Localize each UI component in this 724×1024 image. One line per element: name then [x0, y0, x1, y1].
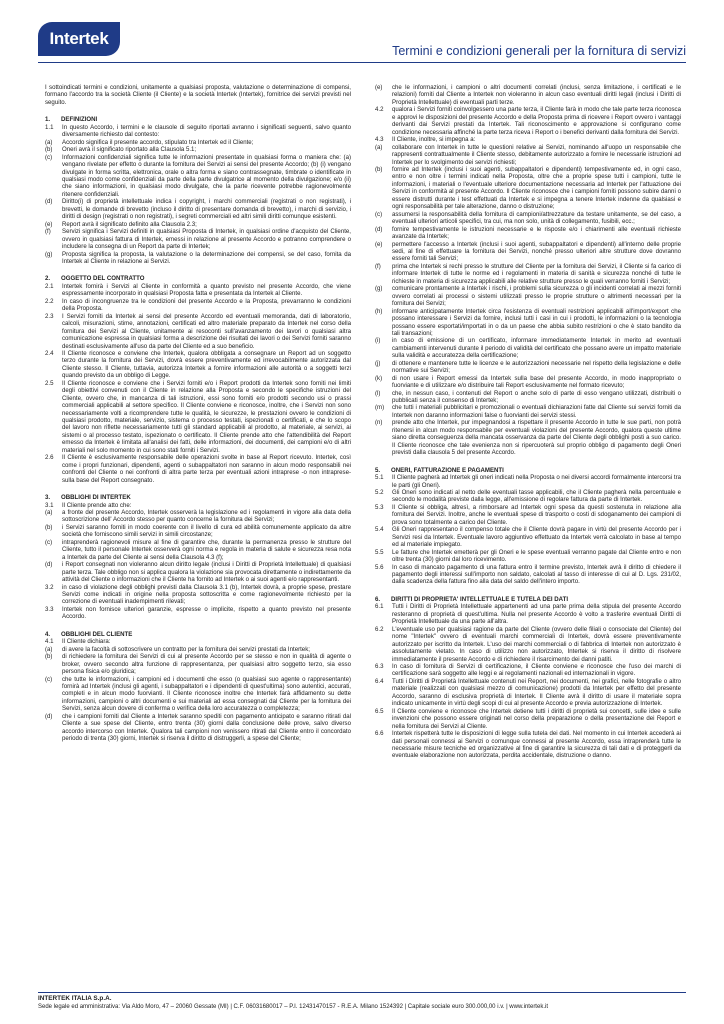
clause-text: collaborare con Intertek in tutte le questioni relative ai Servizi, nominando all'uopo un responsabile che rappresenti contrattualmente il Cliente stesso, debitamente autorizzato a fornire le necessarie istruzioni ad Intertek per lo svolgimento dei servizi richiesti; — [392, 143, 681, 166]
clause — [375, 526, 681, 548]
clause-number: (d) — [45, 712, 53, 720]
clause-text: Il Cliente riconosce e conviene che Intertek, qualora obbligata a consegnare un Report ad un soggetto terzo durante la fornitura dei Servizi, dovrà essere preventivamente ed irrevocabilmente autorizzata dal Cliente stesso. Il Cliente, tuttavia, autorizza Intertek a fornire informazioni alle autorità o a soggetti terzi quando previsto da un obbligo di Legge. — [62, 349, 351, 380]
clause-text: i Report consegnati non violeranno alcun diritto legale (inclusi i Diritti di Proprietà Intellettuale) di qualsiasi parte terza. Tale obbligo non si applica qualora la violazione sia provocata direttamente o indirettamente da attività del Cliente o informazioni che il Cliente ha fornito ad Intertek o ai suoi agenti e/o rappresentanti. — [62, 561, 351, 584]
clause — [375, 263, 681, 285]
clause-text: Il Cliente dichiara: — [62, 638, 111, 646]
clause-number: (c) — [45, 675, 53, 683]
clause — [45, 539, 351, 561]
clause-text: che tutte le informazioni, i campioni ed i documenti che esso (o qualsiasi suo agente o rappresentante) fornirà ad Intertek (inclusi gli agenti, i subappaltatori e i dipendenti di quest'ultima) sono autentici, accurati, completi e in alcun modo fuorvianti. Il Cliente riconosce inoltre che Intertek farà affidamento su dette informazioni, campioni o altri documenti e sui materiali ad essa consegnati dal Cliente per la fornitura dei Servizi, senza alcun dovere di conferma o verifica della loro accuratezza o completezza; — [62, 675, 351, 713]
clause-number: 6.2 — [375, 625, 384, 633]
clause — [45, 584, 351, 606]
section-number: 2. — [45, 275, 51, 283]
clause-text: intraprenderà ragionevoli misure al fine di garantire che, durante la permanenza presso le strutture del Cliente, tutto il personale Intertek osserverà ogni norma e regola in materia di salute e sicurezza resa nota a Intertek da parte del Cliente ai sensi della Clausola 4.3 (f); — [62, 538, 351, 561]
clause — [45, 524, 351, 539]
footer-divider — [38, 992, 686, 993]
clause — [45, 154, 351, 199]
clause-number: (b) — [45, 653, 53, 661]
clause-number: 4.3 — [375, 136, 384, 144]
clause-text: Intertek non fornisce ulteriori garanzie, espresse o implicite, rispetto a quanto previsto nel presente Accordo. — [62, 605, 351, 621]
section-number: 6. — [375, 595, 381, 603]
clause-text: L'eventuale uso per qualsiasi ragione da parte del Cliente (ovvero delle filiali o consociate del Cliente) del nome "Intertek" ovvero di eventuali marchi commerciali di Intertek, dovrà essere preventivamente autorizzato per iscritto da Intertek. L'uso dei marchi commerciali o di fabbrica di Intertek non autorizzato è assolutamente vietato. In caso di utilizzo non autorizzato, Intertek si riserva il diritto di risolvere immediatamente il presente Accordo e di richiedere il risarcimento dei danni patiti. — [392, 625, 681, 663]
clause — [375, 285, 681, 307]
clause — [375, 419, 681, 456]
clause-text: che tutti i materiali pubblicitari e promozionali o eventuali dichiarazioni fatte dal Cliente sui servizi forniti da Intertek non daranno informazioni false o fuorvianti dei servizi stessi. — [392, 404, 681, 419]
clause — [45, 139, 351, 146]
section-number: 1. — [45, 116, 51, 124]
clause — [45, 221, 351, 228]
clause-number: (a) — [375, 143, 383, 151]
clause — [45, 380, 351, 455]
clause-text: Oneri avrà il significato riportato alla Clausola 5.1; — [62, 146, 197, 154]
clause — [45, 646, 351, 653]
clause-number: (g) — [375, 285, 383, 293]
clause — [375, 390, 681, 405]
clause — [45, 638, 351, 645]
clause-text: fornire tempestivamente le istruzioni necessarie e le risposte e/o i chiarimenti alle eventuali richieste avanzate da Intertek; — [392, 225, 681, 241]
clause — [375, 360, 681, 375]
clause-number: 5.2 — [375, 489, 384, 497]
clause — [45, 606, 351, 621]
clause-number: (i) — [375, 337, 381, 345]
clause-text: Il Cliente è esclusivamente responsabile delle operazioni svolte in base al Report ricevuto. Intertek, così come i propri funzionari, dipendenti, agenti o subappaltatori non saranno in alcun modo responsabili nei confronti del Cliente o nei confronti di altra parte terza per eventuali azioni intraprese -o non intraprese- sulla base del Report consegnato. — [62, 454, 351, 484]
clause-number: (c) — [375, 210, 383, 218]
clause-number: 1.1 — [45, 123, 54, 131]
section-heading — [375, 596, 681, 603]
intro-paragraph: I sottoindicati termini e condizioni, unitamente a qualsiasi proposta, valutazione o determinazione di compensi, formano l'accordo tra la società Cliente (il Cliente) e la società Intertek (Intertek), fornitrice dei servizi previsti nel seguito. — [45, 84, 351, 106]
clause-number: (e) — [45, 220, 53, 228]
clause-number: (f) — [45, 228, 51, 236]
section-heading — [45, 116, 351, 123]
intertek-logo: Intertek — [38, 22, 120, 56]
clause — [375, 708, 681, 730]
clause-number: (e) — [375, 240, 383, 248]
clause-number: 5.4 — [375, 526, 384, 534]
clause-text: i Servizi saranno forniti in modo coerente con il livello di cura ed abilità comunemente applicato da altre società che forniscono simili servizi in simili circostanze; — [62, 523, 351, 539]
clause — [375, 166, 681, 211]
clause-number: 6.1 — [375, 603, 384, 611]
clause-number: (d) — [45, 198, 53, 206]
clause-text: prima che Intertek si rechi presso le strutture del Cliente per la fornitura dei Servizi, il Cliente si fa carico di informare Intertek di tutte le norme ed i regolamenti in materia di sanità e sicurezza nonché di tutte le richieste in materia di sicurezza applicabili alle relative strutture presso le quali verranno forniti i Servizi; — [392, 262, 681, 285]
clause — [375, 489, 681, 504]
clause-number: 5.5 — [375, 548, 384, 556]
clause-number: 6.6 — [375, 730, 384, 738]
clause-number: 3.2 — [45, 583, 54, 591]
clause — [45, 502, 351, 509]
clause-text: Tutti i Diritti di Proprietà Intellettuale contenuti nei Report, nei documenti, nei grafici, nelle fotografie o altro materiale (realizzati con qualsiasi mezzo di comunicazione) prodotti da Intertek per effetto del presente Accordo, saranno di esclusiva proprietà di Intertek. Il Cliente avrà il diritto di usare il materiale sopra indicato unicamente in virtù degli scopi di cui al presente Accordo e previa autorizzazione di Intertek. — [392, 677, 681, 708]
clause — [375, 106, 681, 136]
clause-text: Servizi significa i Servizi definiti in qualsiasi Proposta di Intertek, in qualsiasi ordine d'acquisto del Cliente, ovvero in qualsiasi fattura di Intertek, emessi in relazione al presente Accordo e potranno comprendere o includere la consegna di un Report da parte di Intertek; — [62, 228, 351, 251]
clause — [45, 283, 351, 298]
clause-number: 2.2 — [45, 297, 54, 305]
clause-text: a fronte del presente Accordo, Intertek osserverà la legislazione ed i regolamenti in vigore alla data della sottoscrizione dell' Accordo stesso per quanto concerne la fornitura dei Servizi; — [62, 509, 351, 524]
clause-text: informare anticipatamente Intertek circa l'esistenza di eventuali restrizioni applicabili all'import/export che possano interessare i Servizi da fornire, inclusi tutti i casi in cui i prodotti, le informazioni o la tecnologia possano essere esportati/importati in o da un paese che abbia subito restrizioni o che è stato bandito da tali transazioni; — [392, 307, 681, 337]
clause — [375, 226, 681, 241]
clause-number: (a) — [45, 509, 53, 517]
clause-text: Il Cliente, inoltre, si impegna a: — [392, 136, 476, 144]
clause — [375, 474, 681, 489]
clause — [45, 350, 351, 380]
clause-text: In questo Accordo, i termini e le clausole di seguito riportati avranno i significati seguenti, salvo quanto diversamente richiesto dal contesto: — [62, 123, 351, 139]
clause-number: (d) — [375, 225, 383, 233]
clause-number: (b) — [375, 165, 383, 173]
clause-text: Informazioni confidenziali significa tutte le informazioni presentate in qualsiasi forma o maniera che: (a) vengano rivelate per effetto o durante la fornitura dei Servizi ai sensi del presente Accordo; (b) (i) vengano divulgate in forma scritta, elettronica, orale o altra forma e siano contrassegnate, timbrate o identificate in qualsiasi modo come confidenziali da parte della parte divulgatrice al momento della divulgazione; e/o (ii) che siano informazioni, in qualsiasi modo divulgate, che la parte ricevente potrebbe ragionevolmente ritenere confidenziali. — [62, 153, 351, 198]
clause-text: che, in nessun caso, i contenuti del Report o anche solo di parte di esso vengano utilizzati, distribuiti o pubblicati senza il consenso di Intertek; — [392, 389, 681, 405]
clause — [375, 211, 681, 226]
clause — [375, 626, 681, 663]
section-title: ONERI, FATTURAZIONE E PAGAMENTI — [391, 466, 504, 474]
clause-text: Intertek rispetterà tutte le disposizioni di legge sulla tutela dei dati. Nel momento in cui Intertek accederà ai dati personali connessi ai Servizi o comunque connessi al presente Accordo, essa intraprenderà tutte le necessarie misure tecniche ed organizzative al fine di garantire la sicurezza di tali dati e di proteggerli da eventuale elaborazione non autorizzata, perdita accidentale, distruzione o danno. — [392, 730, 681, 760]
clause — [375, 603, 681, 625]
section-title: DEFINIZIONI — [61, 116, 98, 124]
clause — [45, 676, 351, 713]
clause — [375, 404, 681, 419]
clause-text: Diritto(i) di proprietà intellettuale indica i copyright, i marchi commerciali (registrati o non registrati), i brevetti, le domande di brevetto (incluso il diritto di presentare domanda di brevetto), i marchi di servizio, i diritti di design (registrati o non registrati), i segreti commerciali ed altri simili diritti comunque esistenti. — [62, 198, 351, 221]
clause-number: (f) — [375, 262, 381, 270]
clause-text: comunicare prontamente a Intertek i rischi, i problemi sulla sicurezza o gli incidenti correlati ai mezzi forniti ovvero correlati ai processi o sistemi utilizzati presso le proprie strutture o altrimenti necessari per la fornitura dei Servizi; — [392, 285, 681, 308]
clause — [45, 251, 351, 266]
clause — [375, 663, 681, 678]
clause-number: (j) — [375, 359, 381, 367]
page-footer — [38, 992, 686, 1011]
document-title: Termini e condizioni generali per la fornitura di servizi — [392, 44, 686, 58]
section-heading — [45, 631, 351, 638]
clause-text: Il Cliente pagherà ad Intertek gli oneri indicati nella Proposta o nei diversi accordi formalmente intercorsi tra le parti (gli Oneri). — [392, 474, 681, 489]
clause-text: di ottenere e mantenere tutte le licenze e le autorizzazioni necessarie nel rispetto della legislazione e delle normative sui Servizi; — [392, 359, 681, 375]
clause — [45, 313, 351, 350]
clause-number: (n) — [375, 419, 383, 427]
clause-number: 3.3 — [45, 605, 54, 613]
clause-text: permettere l'accesso a Intertek (inclusi i suoi agenti, subappaltatori e dipendenti) all'interno delle proprie sedi, al fine di effettuare la fornitura dei Servizi, nonché presso ulteriori altre strutture dove dovranno essere forniti tali Servizi; — [392, 240, 681, 263]
clause-number: 6.4 — [375, 677, 384, 685]
clause — [45, 298, 351, 313]
clause-number: (l) — [375, 389, 381, 397]
left-column — [45, 84, 351, 982]
section-heading — [45, 494, 351, 501]
clause-number: 6.3 — [375, 662, 384, 670]
clause-number: (k) — [375, 374, 383, 382]
terms-body — [45, 84, 681, 982]
clause — [45, 653, 351, 675]
clause-number: 3.1 — [45, 501, 54, 509]
header-divider — [38, 62, 686, 63]
clause — [375, 375, 681, 390]
clause-number: (g) — [45, 250, 53, 258]
clause-text: Proposta significa la proposta, la valutazione o la determinazione dei compensi, se del caso, fornita da Intertek al Cliente in relazione ai Servizi. — [62, 250, 351, 265]
clause-number: (a) — [45, 645, 53, 653]
clause — [375, 337, 681, 359]
clause-number: (c) — [45, 538, 53, 546]
clause — [375, 678, 681, 708]
clause — [45, 146, 351, 153]
section-number: 5. — [375, 466, 381, 474]
clause-text: qualora i Servizi forniti coinvolgessero una parte terza, il Cliente farà in modo che tale parte terza riconosca e approvi le disposizioni del presente Accordo e della Proposta prima di ricevere i Report ovvero i vantaggi derivanti dai Servizi prestati da Intertek. Tali riconoscimento e approvazione si configurano come condizione necessaria affinché la parte terza riceva i Report o i benefici derivanti dalla fornitura dei Servizi. — [392, 106, 681, 136]
clause-number: 2.6 — [45, 454, 54, 462]
clause-number: (a) — [45, 138, 53, 146]
clause-text: che le informazioni, i campioni o altri documenti correlati (inclusi, senza limitazione, i certificati e le relazioni) forniti dal Cliente a Intertek non violeranno in alcun caso eventuali diritti legali (inclusi i Diritti di Proprietà Intellettuale) di eventuali parti terze. — [392, 84, 681, 106]
company-legal-info: Sede legale ed amministrativa: Via Aldo Moro, 47 – 20060 Gessate (MI) | C.F. 06031680017 – P.I. 12431470157 - R.E.A. Milano 1524392 | Capitale sociale euro 300.000,00 i.v. | www.intertek.it — [38, 1004, 548, 1010]
clause-text: di avere la facoltà di sottoscrivere un contratto per la fornitura dei servizi prestati da Intertek; — [62, 645, 310, 653]
clause-text: fornire ad Intertek (inclusi i suoi agenti, subappaltatori e dipendenti) tempestivamente ed, in ogni caso, entro e non oltre i termini indicati nella Proposta, oltre che a proprie spese tutti i campioni, tutte le informazioni, i materiali o l'eventuale ulteriore documentazione necessaria ad Intertek per l'attuazione dei Servizi in conformità al presente Accordo. Il Cliente riconosce che i campioni forniti possono subire danni o essere distrutti durante i test effettuati da Intertek e si impegna a tenere Intertek indenne da qualsiasi e ogni responsabilità per tale alterazione, danno o distruzione; — [392, 165, 681, 211]
clause-text: Tutti i Diritti di Proprietà Intellettuale appartenenti ad una parte prima della stipula del presente Accordo resteranno di proprietà di quest'ultima. Nulla nel presente Accordo è volto a trasferire eventuali Diritti di Proprietà Intellettuale da una parte all'altra. — [392, 603, 681, 626]
section-title: OBBLIGHI DEL CLIENTE — [61, 630, 133, 638]
section-heading — [45, 275, 351, 282]
right-column — [375, 84, 681, 982]
clause-text: di richiedere la fornitura dei Servizi di cui al presente Accordo per se stesso e non in qualità di agente o broker, ovvero secondo altra funzione di rappresentanza, per qualsiasi altro soggetto terzo, sia esso persona fisica e/o giuridica; — [62, 653, 351, 676]
clause-number: 2.1 — [45, 282, 54, 290]
clause — [375, 564, 681, 586]
clause-text: Il Cliente conviene e riconosce che Intertek detiene tutti i diritti di proprietà sui concetti, sulle idee e sulle invenzioni che possono essere originati nel corso della preparazione o della presentazione dei Report e nella fornitura dei Servizi al Cliente. — [392, 707, 681, 730]
clause-number: 6.5 — [375, 707, 384, 715]
clause-text: in caso di violazione degli obblighi previsti dalla Clausola 3.1 (b), Intertek dovrà, a proprie spese, prestare Servizi come indicati in origine nella proposta sottoscritta e come ragionevolmente richiesto per la correzione di eventuali inadempimenti rilevati; — [62, 583, 351, 606]
clause-number: (m) — [375, 404, 385, 412]
clause-text: In caso di fornitura di Servizi di certificazione, il Cliente conviene e riconosce che l'uso dei marchi di certificazione sarà soggetto alle leggi e ai regolamenti nazionali ed internazionali in vigore. — [392, 662, 681, 678]
clause-number: 2.4 — [45, 349, 54, 357]
clause — [375, 504, 681, 526]
clause-number: 5.6 — [375, 563, 384, 571]
clause-number: 2.5 — [45, 379, 54, 387]
clause-number: (c) — [45, 153, 53, 161]
clause-number: 5.3 — [375, 503, 384, 511]
clause — [45, 454, 351, 484]
clause — [45, 713, 351, 743]
company-name: INTERTEK ITALIA S.p.A. — [38, 995, 112, 1002]
clause — [45, 561, 351, 583]
clause-text: di non usare i Report emessi da Intertek sulla base del presente Accordo, in modo inappropriato o fuorviante e di utilizzare e/o distribuire tali Report esclusivamente nel formato ricevuto; — [392, 374, 681, 390]
clause — [375, 136, 681, 143]
clause-number: 2.3 — [45, 312, 54, 320]
page-header — [0, 0, 724, 62]
clause-number: (b) — [45, 523, 53, 531]
clause — [375, 84, 681, 106]
section-number: 3. — [45, 494, 51, 502]
clause-number: (b) — [45, 146, 53, 154]
clause — [45, 124, 351, 139]
clause — [45, 198, 351, 220]
clause-number: (h) — [375, 307, 383, 315]
clause — [375, 730, 681, 760]
clause-number: 4.2 — [375, 106, 384, 114]
clause — [375, 241, 681, 263]
section-title: DIRITTI DI PROPRIETA' INTELLETTUALE E TUTELA DEI DATI — [391, 595, 569, 603]
clause-text: Accordo significa il presente accordo, stipulato tra Intertek ed il Cliente; — [62, 138, 254, 146]
section-title: OGGETTO DEL CONTRATTO — [61, 275, 145, 283]
clause-text: assumersi la responsabilità della fornitura di campioni/attrezzature da testare unitamente, se del caso, a eventuali ulteriori articoli specifici, tra cui, ma non solo, unità di collegamento, fusibili, ecc.; — [392, 210, 681, 226]
clause-text: Il Cliente riconosce e conviene che i Servizi forniti e/o i Report prodotti da Intertek sono forniti nei limiti degli obiettivi convenuti con il Cliente in relazione alla Proposta e secondo le specifiche istruzioni del Cliente, ovvero che, in mancanza di tali istruzioni, essi sono forniti e/o prodotti secondo usi o prassi commerciali applicabili al settore specifico. Il Cliente conviene e riconosce, inoltre, che i Servizi non sono necessariamente volti a ricomprendere tutte le qualità, le sicurezze, le prestazioni ovvero le condizioni di qualsiasi prodotto, materiale, servizio, sistema o processo testati, ispezionati o certificati, e che lo scopo del lavoro non riflette necessariamente tutti gli standard applicabili al prodotto, al materiale, ai servizi, ai sistemi o al processo testato, ispezionato o certificato. Il Cliente prende atto che l'attendibilità del Report emesso da Intertek è limitata all'analisi dei fatti, delle informazioni, dei documenti, dei campioni e/o di altri materiali nel solo momento in cui sono stati forniti i Servizi. — [62, 379, 351, 454]
clause-text: Il Cliente si obbliga, altresì, a rimborsare ad Intertek ogni spesa da questi sostenuta in relazione alla fornitura dei Servizi. Inoltre, anche le eventuali spese di trasporto o costi di sdoganamento dei campioni di prova sono totalmente a carico del Cliente. — [392, 503, 681, 526]
clause-text: Report avrà il significato definito alla Clausola 2.3; — [62, 220, 197, 228]
clause-text: prende atto che Intertek, pur impegnandosi a rispettare il presente Accordo in tutte le sue parti, non potrà ritenersi in alcun modo responsabile per eventuali violazioni del presente Accordo, qualora queste ultime siano diretta conseguenza della mancata osservanza da parte del Cliente degli obblighi posti a suo carico. Il Cliente riconosce che tale evenienza non si ripercuoterà sul proprio obbligo di pagamento degli Oneri previsti dalla clausola 5 del presente Accordo. — [392, 419, 681, 457]
clause — [45, 228, 351, 250]
clause — [375, 144, 681, 166]
clause — [45, 509, 351, 524]
section-number: 4. — [45, 630, 51, 638]
clause-number: (e) — [375, 84, 383, 91]
section-title: OBBLIGHI DI INTERTEK — [61, 494, 131, 502]
clause — [375, 308, 681, 338]
clause-text: Il Cliente prende atto che: — [62, 501, 132, 509]
clause-number: 4.1 — [45, 638, 54, 646]
clause-text: In caso di incongruenze tra le condizioni del presente Accordo e la Proposta, prevarranno le condizioni della Proposta. — [62, 297, 351, 313]
clause-text: Le fatture che Intertek emetterà per gli Oneri e le spese eventuali verranno pagate dal Cliente entro e non oltre trenta (30) giorni dal loro ricevimento. — [392, 548, 681, 564]
clause — [375, 549, 681, 564]
clause-text: Gli Oneri rappresentano il compenso totale che il Cliente dovrà pagare in virtù del presente Accordo per i Servizi resi da Intertek. Eventuale lavoro aggiuntivo effettuato da Intertek verrà calcolato in base al tempo ed al materiale impiegato. — [392, 526, 681, 549]
section-heading — [375, 467, 681, 474]
clause-number: (d) — [45, 561, 53, 569]
clause-number: 5.1 — [375, 474, 384, 482]
clause-text: In caso di mancato pagamento di una fattura entro il termine previsto, Intertek avrà il diritto di chiedere il pagamento degli interessi sull'importo non saldato, calcolati al tasso di interesse di cui al D. Lgs. 231/02, dalla scadenza della fattura fino alla data del saldo dell'intero importo. — [392, 563, 681, 586]
clause-text: in caso di emissione di un certificato, informare immediatamente Intertek in merito ad eventuali cambiamenti intervenuti durante il periodo di validità del certificato che possano avere un impatto materiale sulla validità e accuratezza della certificazione; — [392, 337, 681, 360]
clause-text: Gli Oneri sono indicati al netto delle eventuali tasse applicabili, che il Cliente pagherà nella percentuale e secondo le modalità previste dalla legge, all'emissione di regolare fattura da parte di Intertek. — [392, 489, 681, 504]
clause-text: che i campioni forniti dal Cliente a Intertek saranno spediti con pagamento anticipato e saranno ritirati dal Cliente a sue spese del Cliente, entro trenta (30) giorni dalla conclusione delle prove, salvo diverso accordo intercorso con Intertek. Qualora tali campioni non venissero ritirati dal Cliente entro il concordato periodo di trenta (30) giorni, Intertek si riserva il diritto di distruggerli, a spese del Cliente; — [62, 712, 351, 743]
clause-text: Intertek fornirà i Servizi al Cliente in conformità a quanto previsto nel presente Accordo, che viene espressamente incorporato in qualsiasi Proposta fatta e presentata da Intertek al Cliente. — [62, 282, 351, 298]
clause-text: I Servizi forniti da Intertek ai sensi del presente Accordo ed eventuali memoranda, dati di laboratorio, calcoli, misurazioni, stime, annotazioni, certificati ed altro materiale preparato da Intertek nel corso della fornitura dei Servizi al Cliente, unitamente ai resoconti sull'avanzamento dei lavori o qualsiasi altra comunicazione espressa in qualsiasi forma a descrizione dei risultati dei lavori o dei Servizi forniti saranno destinati esclusivamente all'uso da parte del Cliente ed a suo beneficio. — [62, 312, 351, 350]
